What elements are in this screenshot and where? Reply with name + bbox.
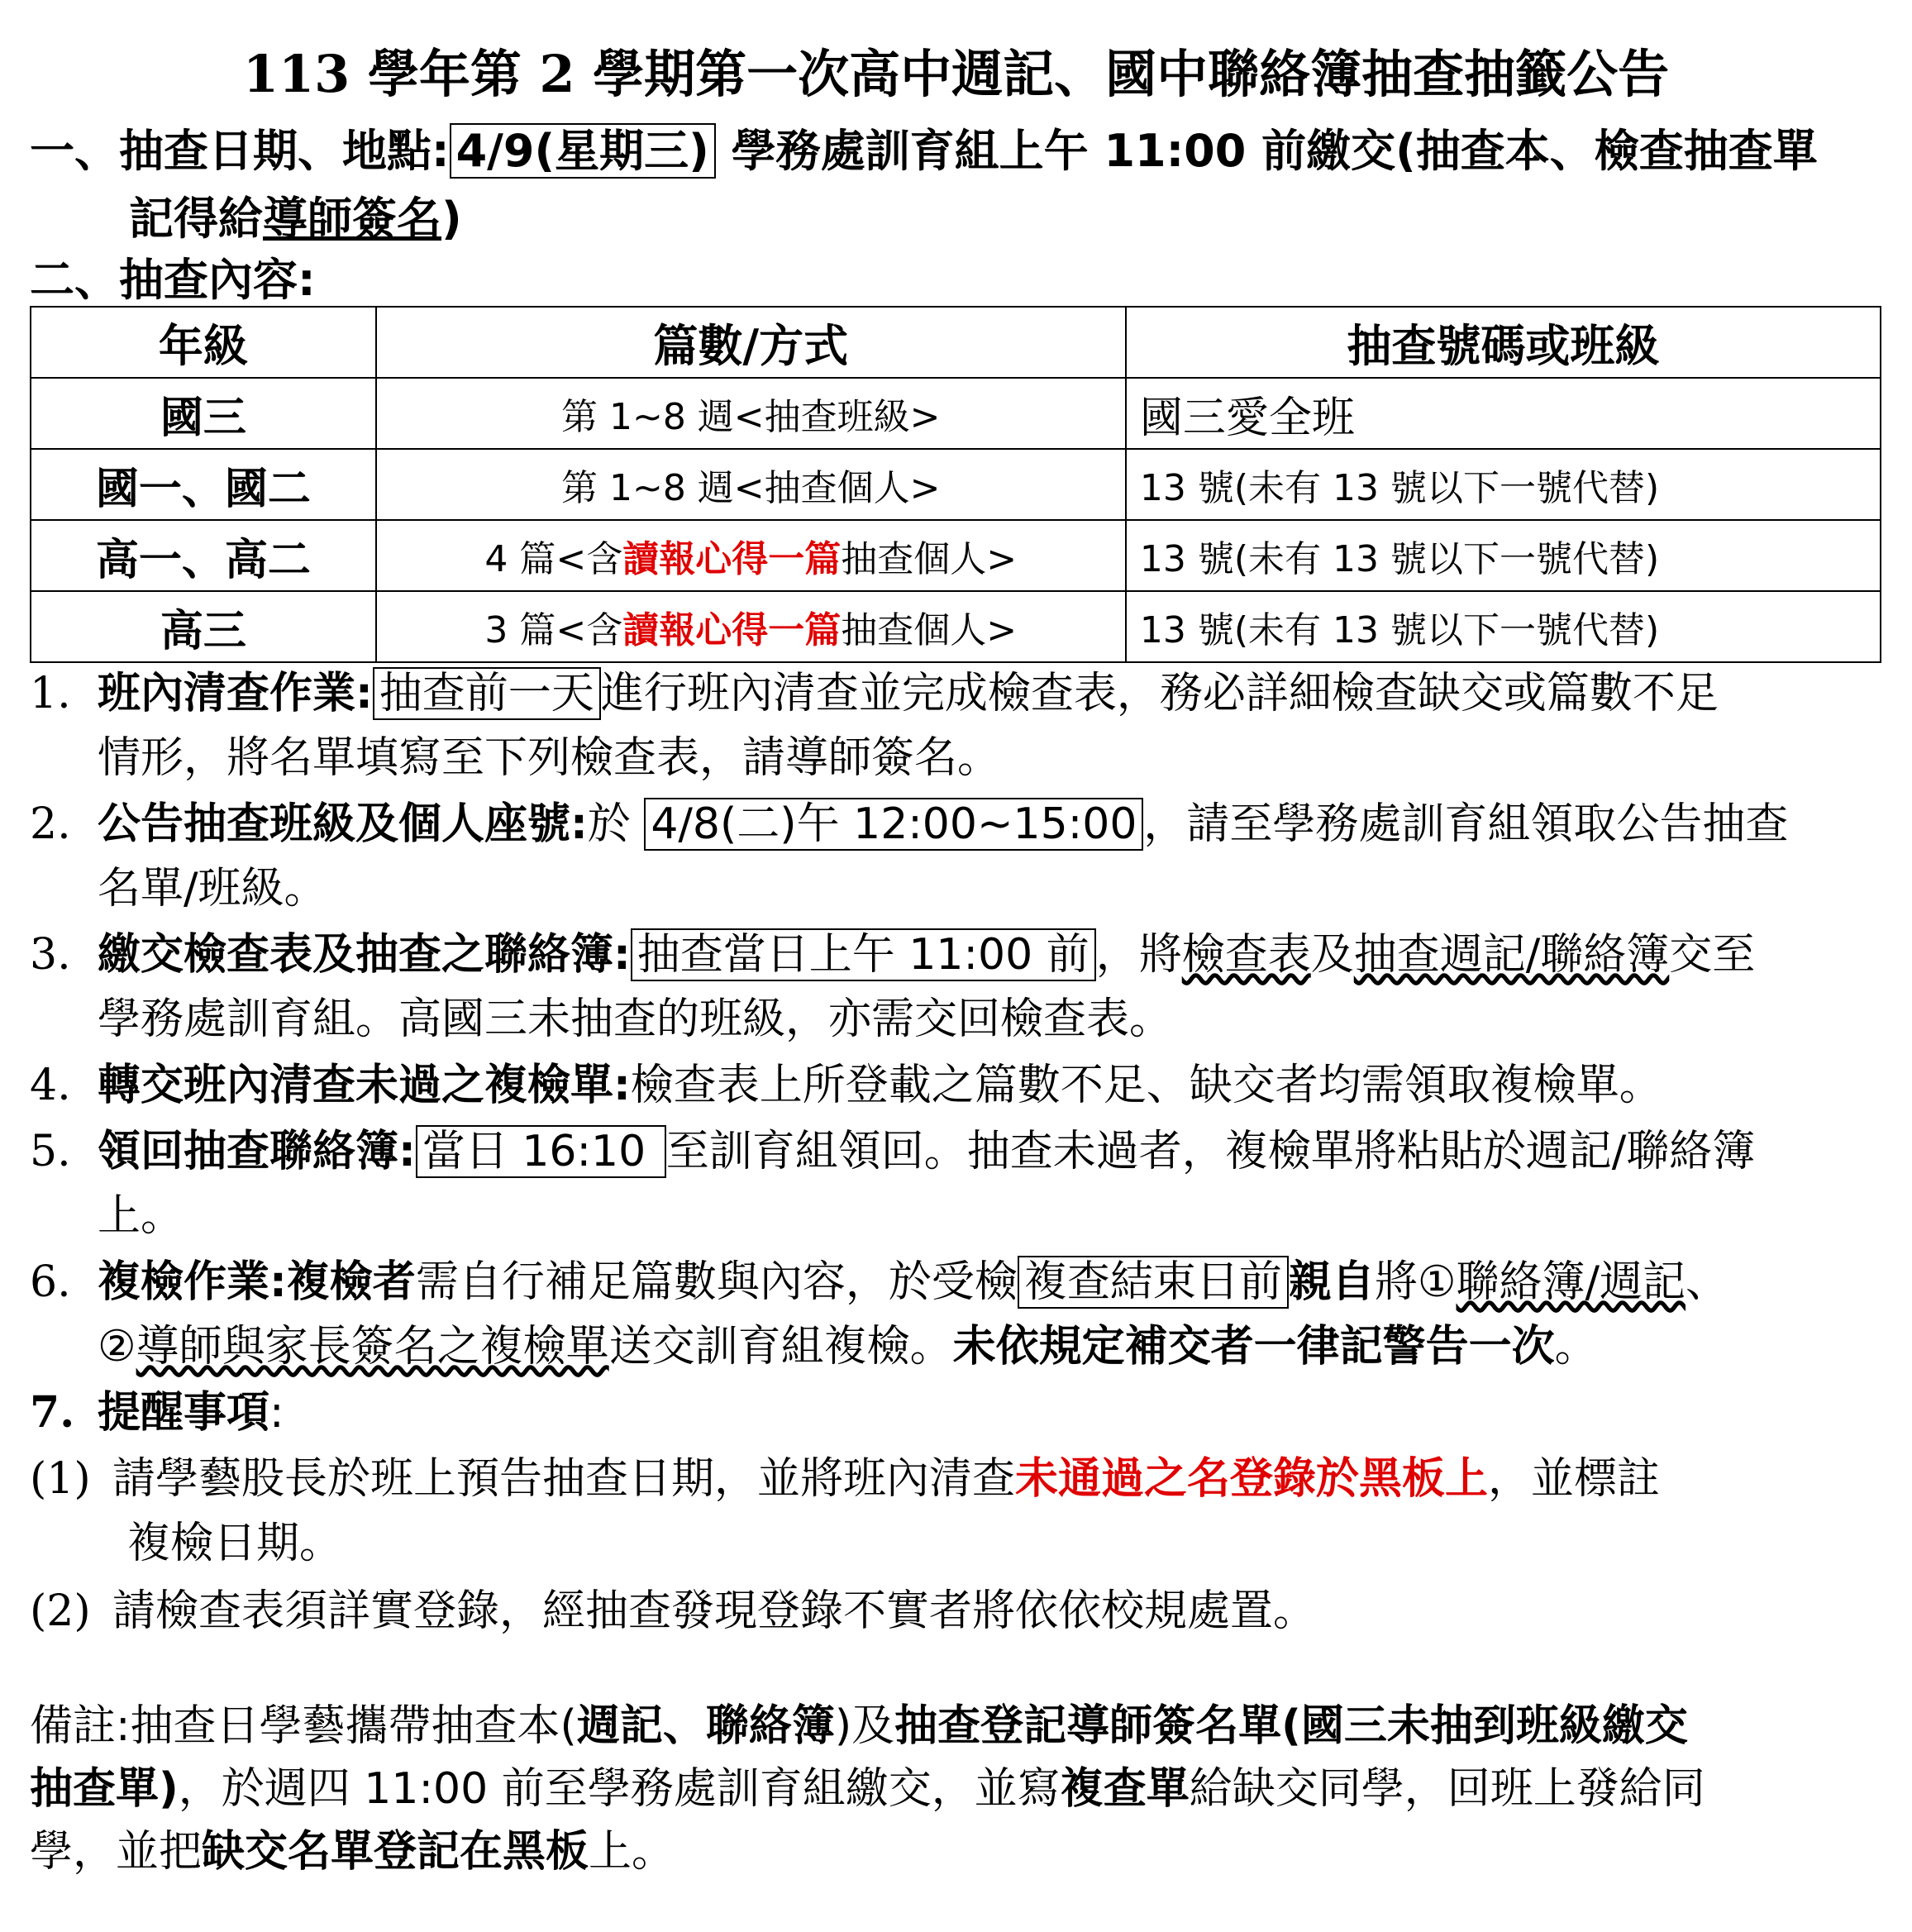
item-number: 7. [30, 1387, 75, 1438]
item-text: 。 [1554, 1322, 1598, 1371]
note-text: 備註:抽查日學藝攜帶抽查本( [30, 1701, 577, 1751]
note-text: 上。 [589, 1827, 675, 1877]
header-grade: 年級 [31, 307, 376, 378]
item-number: 4. [30, 1061, 71, 1110]
item-text: 進行班內清查並完成檢查表，務必詳細檢查缺交或篇數不足 [600, 669, 1719, 718]
item-wavy-text: 導師與家長簽名之複檢單 [136, 1322, 609, 1371]
table-row [31, 378, 1881, 449]
section-date-label: 一、抽查日期、地點: [30, 125, 450, 177]
method-highlight: 讀報心得一篇 [622, 609, 842, 651]
note-text: )及 [834, 1701, 895, 1751]
item-wavy-text: 檢查表 [1181, 930, 1311, 980]
item-text-line2: 學務處訓育組。高國三未抽查的班級，亦需交回檢查表。 [98, 995, 1173, 1044]
method-text-end: 抽查個人> [841, 538, 1018, 580]
inspection-table [30, 306, 1881, 663]
reminder-text: 請學藝股長於班上預告抽查日期，並將班內清查 [112, 1454, 1016, 1504]
table-header-row [31, 307, 1881, 378]
note-text: 學，並把 [30, 1827, 203, 1877]
reminder-text: ，並標註 [1488, 1454, 1661, 1504]
item-text-line2: 情形，將名單填寫至下列檢查表，請導師簽名。 [98, 733, 1001, 783]
item-wavy-text: 抽查週記/聯絡簿 [1353, 930, 1670, 980]
page-title: 113 學年第 2 學期第一次高中週記、國中聯絡簿抽查抽籤公告 [242, 44, 1670, 104]
grade-cell: 國一、國二 [31, 449, 376, 520]
section-date-place [30, 116, 1818, 179]
list-item [30, 792, 1890, 921]
note-bold: 週記、聯絡簿 [576, 1701, 835, 1751]
item-heading: 繳交檢查表及抽查之聯絡簿: [98, 930, 631, 980]
section-content-label: 二、抽查內容: [30, 254, 316, 306]
item-text: 、 [1686, 1257, 1729, 1307]
date-box: 4/9(星期三) [450, 123, 716, 179]
reminder-item [30, 1579, 1890, 1643]
item-number: 5. [30, 1127, 71, 1176]
item-text-line2: 上。 [98, 1191, 184, 1241]
note-bold: 抽查登記導師簽名單(國三未抽到班級繳交 [894, 1701, 1688, 1751]
item-text: 及 [1310, 930, 1354, 980]
header-method: 篇數/方式 [376, 307, 1126, 378]
item-box: 4/8(二)午 12:00~15:00 [644, 798, 1143, 851]
target-cell: 13 號(未有 13 號以下一號代替) [1126, 520, 1881, 591]
list-item [30, 1053, 1890, 1118]
item-text: 需自行補足篇數與內容，於受檢 [415, 1257, 1018, 1307]
item-warning-text: 未依規定補交者一律記警告一次 [952, 1322, 1555, 1371]
list-item [30, 923, 1890, 1052]
item-text: 將① [1374, 1257, 1457, 1307]
item-number: 2. [30, 799, 71, 849]
method-text: 第 1~8 週<抽查班級> [560, 396, 941, 438]
item-text-line2: ② [98, 1322, 136, 1371]
item-box: 抽查當日上午 11:00 前 [631, 928, 1096, 981]
reminder-highlight: 未通過之名登錄於黑板上 [1015, 1454, 1489, 1504]
method-text-end: 抽查個人> [841, 609, 1018, 651]
list-item [30, 1250, 1890, 1379]
item-box: 抽查前一天 [373, 667, 601, 720]
item-heading: 複檢作業: [98, 1257, 287, 1307]
item-number: 6. [30, 1257, 71, 1307]
method-highlight: 讀報心得一篇 [622, 538, 842, 580]
reminder-number: (2) [30, 1586, 91, 1636]
table-row [31, 591, 1881, 662]
note-text: 給缺交同學，回班上發給同 [1189, 1764, 1705, 1814]
item-box: 複查結束日前 [1018, 1256, 1289, 1309]
section-date-rest: 學務處訓育組上午 11:00 前繳交(抽查本、檢查抽查單 [715, 125, 1818, 177]
table-row [31, 449, 1881, 520]
list-item [30, 1119, 1890, 1248]
note-text: ，於週四 11:00 前至學務處訓育組繳交，並寫 [178, 1764, 1061, 1814]
item-text: : [269, 1388, 284, 1438]
item-heading: 班內清查作業: [98, 669, 373, 718]
reminder-text-line2: 複檢日期。 [127, 1519, 343, 1568]
method-cell [376, 378, 1126, 449]
item-text: 檢查表上所登載之篇數不足、缺交者均需領取複檢單。 [630, 1061, 1662, 1110]
item-text: 至訓育組領回。抽查未過者，複檢單將粘貼於週記/聯絡簿 [665, 1127, 1756, 1176]
item-text: 送交訓育組複檢。 [608, 1322, 953, 1371]
note-bold: 缺交名單登記在黑板 [202, 1827, 589, 1877]
item-number: 1. [30, 669, 71, 718]
target-cell: 13 號(未有 13 號以下一號代替) [1126, 591, 1881, 662]
item-text: 交至 [1669, 930, 1756, 980]
item-text: ，將 [1095, 930, 1182, 980]
item-heading: 公告抽查班級及個人座號: [98, 799, 588, 849]
header-target: 抽查號碼或班級 [1126, 307, 1881, 378]
item-text-line2: 名單/班級。 [98, 864, 327, 914]
item-text: ，請至學務處訓育組領取公告抽查 [1143, 799, 1789, 849]
target-cell: 國三愛全班 [1126, 378, 1881, 449]
list-item [30, 661, 1890, 790]
note-bold: 抽查單) [30, 1764, 179, 1814]
section-date-line2 [129, 184, 462, 247]
target-cell: 13 號(未有 13 號以下一號代替) [1126, 449, 1881, 520]
table-row [31, 520, 1881, 591]
item-bold: 親自 [1288, 1257, 1375, 1307]
method-text: 4 篇<含 [484, 538, 623, 580]
line2-close: ) [441, 193, 462, 245]
note-bold: 複查單 [1060, 1764, 1190, 1814]
grade-cell: 高一、高二 [31, 520, 376, 591]
line2-text: 記得給 [129, 193, 263, 245]
item-pre: 於 [587, 799, 645, 849]
teacher-sign-text: 導師簽名 [263, 193, 441, 245]
reminder-number: (1) [30, 1454, 91, 1504]
reminder-item [30, 1447, 1890, 1576]
method-cell [376, 520, 1126, 591]
method-cell [376, 591, 1126, 662]
item-heading: 轉交班內清查未過之複檢單: [98, 1061, 631, 1110]
item-heading: 領回抽查聯絡簿: [98, 1127, 416, 1176]
method-text: 第 1~8 週<抽查個人> [560, 467, 941, 509]
method-text: 3 篇<含 [484, 609, 623, 651]
list-item [30, 1381, 1890, 1445]
grade-cell: 高三 [31, 591, 376, 662]
item-wavy-text: 聯絡簿/週記 [1456, 1257, 1686, 1307]
reminder-text: 請檢查表須詳實登錄，經抽查發現登錄不實者將依依校規處置。 [112, 1586, 1317, 1636]
grade-cell: 國三 [31, 378, 376, 449]
item-number: 3. [30, 930, 71, 980]
item-box: 當日 16:10 [416, 1125, 666, 1178]
method-cell [376, 449, 1126, 520]
item-bold: 複檢者 [286, 1257, 416, 1307]
item-heading: 提醒事項 [98, 1388, 270, 1438]
remarks [30, 1695, 1890, 1883]
